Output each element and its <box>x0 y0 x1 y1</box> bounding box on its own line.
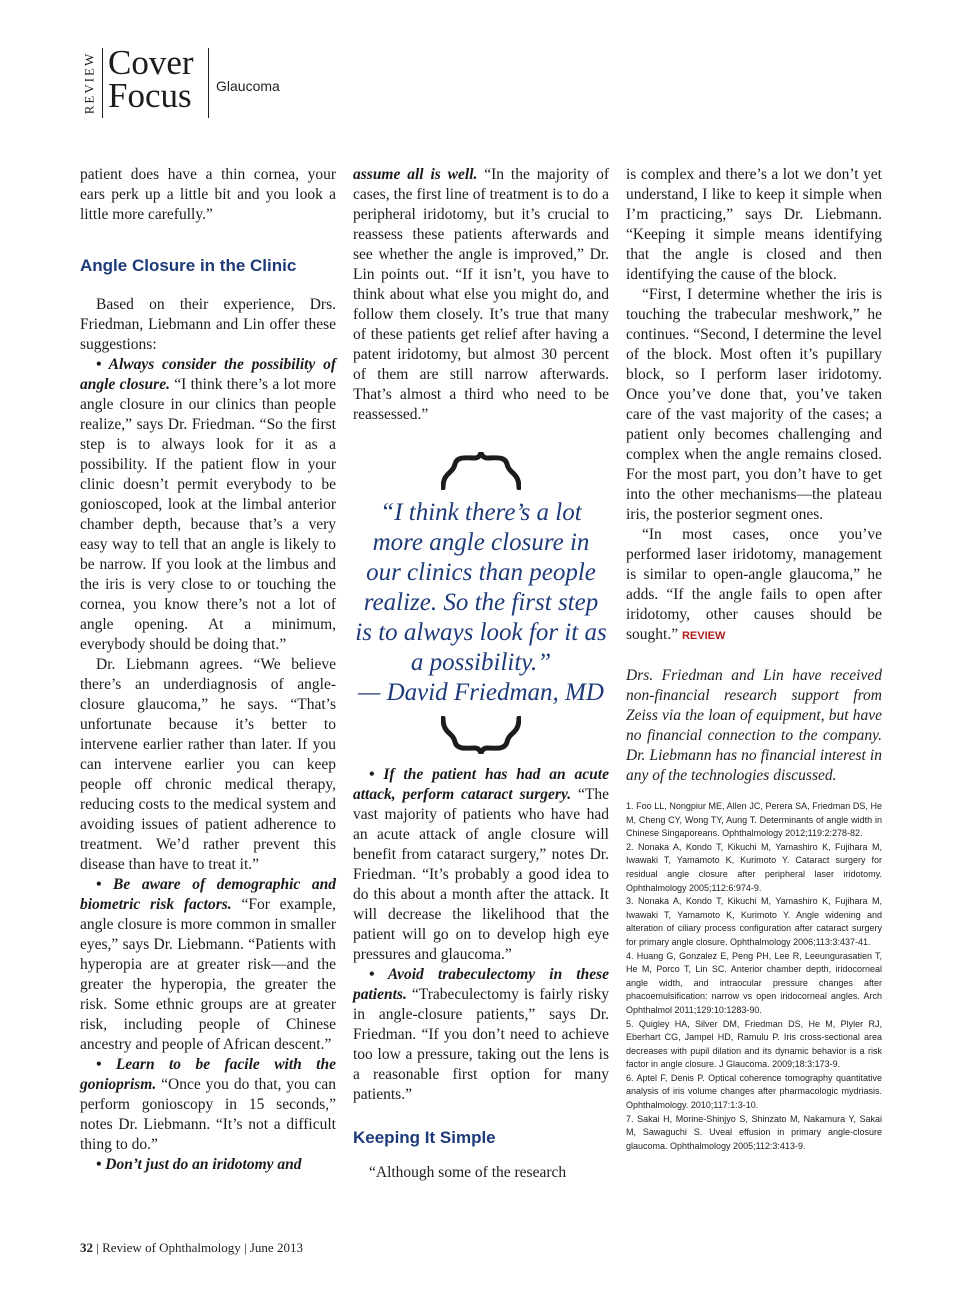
focus-word: Focus <box>108 76 192 115</box>
bullet-text: “The vast majority of patients who have had an acute attack of angle closure will benefit from cataract surgery,” notes Dr. Friedman. “It’s probably a good idea to do this about a month after the attack. It will decrease the likelihood that the patient will go on to develop high eye pressures and glaucoma.” <box>353 786 609 963</box>
reference-item: 1. Foo LL, Nongpiur ME, Allen JC, Perera SA, Friedman DS, He M, Cheng CY, Wong TY, Aung T. Determinants of angle width in Chinese Singaporeans. Ophthalmology 2012;119:2:278-82. <box>626 801 882 839</box>
section-heading: Angle Closure in the Clinic <box>80 256 297 275</box>
reference-item: 3. Nonaka A, Kondo T, Kikuchi M, Yamashiro K, Fujihara M, Iwawaki T, Yamamoto K, Kurimoto Y. Angle widening and alteration of ciliary process configuration after cataract surgery for primary angle closure. Ophthalmology 2006;113:3:437-41. <box>626 896 882 947</box>
bullet-lead: • Always consider the possibility of angle closure. <box>80 356 336 393</box>
page-footer: 32 | Review of Ophthalmology | June 2013 <box>80 1240 303 1255</box>
header-divider <box>208 48 209 118</box>
column-2 <box>353 165 609 425</box>
bullet-lead: • Be aware of demographic and biometric risk factors. <box>80 876 336 913</box>
topic-label: Glaucoma <box>216 78 280 94</box>
open-brace-icon <box>353 452 609 490</box>
bullet-paragraph <box>80 1155 336 1175</box>
pull-quote-body: “I think there’s a lot more angle closure in our clinics than people realize. So the first step is to always look for it as a possibility.” <box>355 499 607 676</box>
page-number: 32 <box>80 1240 93 1255</box>
reference-item: 5. Quigley HA, Silver DM, Friedman DS, He M, Plyler RJ, Eberhart CG, Jampel HD, Ramulu P. Iris cross-sectional area decreases with pupil dilation and its dynamic behavior is a risk factor in angle closure. J Glaucoma. 2009;18:3:173-9. <box>626 1018 882 1070</box>
bullet-paragraph <box>80 355 336 655</box>
column-2-lower <box>353 765 609 1183</box>
close-brace-icon <box>353 716 609 754</box>
bullet-lead: assume all is well. <box>353 166 478 183</box>
cover-word: Cover <box>108 43 194 82</box>
cover-focus-title <box>108 43 194 115</box>
bullet-paragraph <box>80 1055 336 1155</box>
paragraph: “First, I determine whether the iris is touching the trabecular meshwork,” he continues. “Second, I determine the level of the block. Most often it’s pupillary block, so I perform laser iridotomy. Once you’ve done that, you’ve taken care of the vast majority of the cases; a patient only becomes challenging and complex when the angle remains closed. For the most part, you don’t have to get into the other mechanisms—the plateau iris, the posterior segment ones. <box>626 286 882 523</box>
review-vertical-text: REVIEW <box>81 51 97 115</box>
reference-item: 7. Sakai H, Morine-Shinjyo S, Shinzato M, Nakamura Y, Sakai M, Sawaguchi S. Uveal effusion in primary angle-closure glaucoma. Ophthalmology 2005;112:3:413-9. <box>626 1113 882 1151</box>
bullet-text: “For example, angle closure is more common in smaller eyes,” says Dr. Liebmann. “Patients with hyperopia are at greater risk—and the greater the hyperopia, the greater the risk. Some ethnic groups are at greater risk, including people of Chinese ancestry and people of African descent.” <box>80 896 336 1053</box>
bullet-text: “In the majority of cases, the first line of treatment is to do a peripheral iridotomy, but it’s crucial to reassess these patients afterwards and see whether the angle is improved,” Dr. Lin points out. “If it isn’t, you have to think about what else you might do, and follow them closely. It’s true that many of these patients get relief after having a patent iridotomy, but almost 30 percent of them are still narrow afterwards. That’s almost a third who need to be reassessed.” <box>353 166 610 423</box>
reference-item: 6. Aptel F, Denis P. Optical coherence tomography quantitative analysis of iris volume changes after pharmacologic mydriasis. Ophthalmology. 2010;117:1:3-10. <box>626 1072 882 1111</box>
bullet-paragraph <box>80 875 336 1055</box>
disclosure: Drs. Friedman and Lin have received non-financial research support from Zeiss via the loan of equipment, but have no financial connection to the company. Dr. Liebmann has no financial interest in any of the technologies discussed. <box>626 667 882 784</box>
publication-name: Review of Ophthalmology <box>102 1240 241 1255</box>
bullet-text: “I think there’s a lot more angle closure in our clinics than people realize,” says Dr. Friedman. “So the first step is to always look for it as a possibility. If the patient flow in your clinic doesn’t permit everybody to be gonioscoped, look at the limbal anterior chamber depth, because that’s a very easy way to tell that an angle is likely to be narrow. If you look at the limbus and the iris is very close to or touching the cornea, you know there’s not a lot of angle opening. At a minimum, everybody should be doing that.” <box>80 376 336 653</box>
bullet-paragraph <box>353 765 609 965</box>
bullet-paragraph <box>353 165 609 425</box>
paragraph-text: “In most cases, once you’ve performed laser iridotomy, management is similar to open-angle glaucoma,” he adds. “If the angle fails to open after iridotomy, other causes should be sought.” <box>626 526 882 643</box>
paragraph: patient does have a thin cornea, your ears perk up a little bit and you look a little more carefully.” <box>80 166 336 223</box>
bullet-paragraph <box>353 965 609 1105</box>
pull-quote-text <box>353 498 609 708</box>
bullet-lead: • Avoid trabeculectomy in these patients. <box>353 966 609 1003</box>
references-list <box>626 800 882 1153</box>
paragraph: Dr. Liebmann agrees. “We believe there’s an underdiagnosis of angle-closure glaucoma,” he says. “That’s unfortunate because it’s better to intervene earlier rather than later. If you can intervene earlier you can keep people off chronic medical therapy, reducing costs to the medical system and avoiding issues of patient adherence to treatment. We’d rather prevent this disease than have to treat it.” <box>80 656 336 873</box>
bullet-text: “Once you do that, you can perform gonioscopy in 15 seconds,” notes Dr. Liebmann. “It’s not a difficult thing to do.” <box>80 1076 336 1153</box>
paragraph <box>626 525 882 646</box>
bullet-lead: • Learn to be facile with the gonioprism. <box>80 1056 336 1093</box>
bullet-lead: • If the patient has had an acute attack, perform cataract surgery. <box>353 766 609 803</box>
review-vertical-label <box>80 48 98 118</box>
reference-item: 4. Huang G, Gonzalez E, Peng PH, Lee R, Leeungurasatien T, He M, Porco T, Lin SC. Anterior chamber depth, iridocorneal angle width, and intraocular pressure changes after phacoemulsification: narrow vs open iridocorneal angles. Arch Ophthalmol 2011;129:10:1283-90. <box>626 950 882 1015</box>
section-heading: Keeping It Simple <box>353 1128 496 1147</box>
pull-quote <box>353 452 609 754</box>
column-1 <box>80 165 336 1175</box>
pull-quote-attribution: — David Friedman, MD <box>358 679 604 706</box>
issue-date: June 2013 <box>249 1240 303 1255</box>
header-divider <box>102 48 103 118</box>
paragraph: is complex and there’s a lot we don’t yet understand, I like to keep it simple when I’m practicing,” says Dr. Liebmann. “Keeping it simple means identifying that the angle is closed and then identifying the cause of the block. <box>626 166 882 283</box>
column-3 <box>626 165 882 1153</box>
paragraph: Based on their experience, Drs. Friedman, Liebmann and Lin offer these suggestions: <box>80 296 336 353</box>
bullet-text: “Trabeculectomy is fairly risky in angle-closure patients,” says Dr. Friedman. “If you don’t need to achieve too low a pressure, taking out the lens is a reasonable first option for many patients.” <box>353 986 609 1103</box>
end-mark: REVIEW <box>681 630 726 642</box>
paragraph: “Although some of the research <box>369 1164 567 1181</box>
bullet-lead: • Don’t just do an iridotomy and <box>96 1156 302 1173</box>
reference-item: 2. Nonaka A, Kondo T, Kikuchi M, Yamashiro K, Fujihara M, Iwawaki T, Yamamoto K, Kurimoto Y. Cataract surgery for residual angle closure after peripheral laser iridotomy. Ophthalmology 2005;112:6:974-9. <box>626 841 882 893</box>
